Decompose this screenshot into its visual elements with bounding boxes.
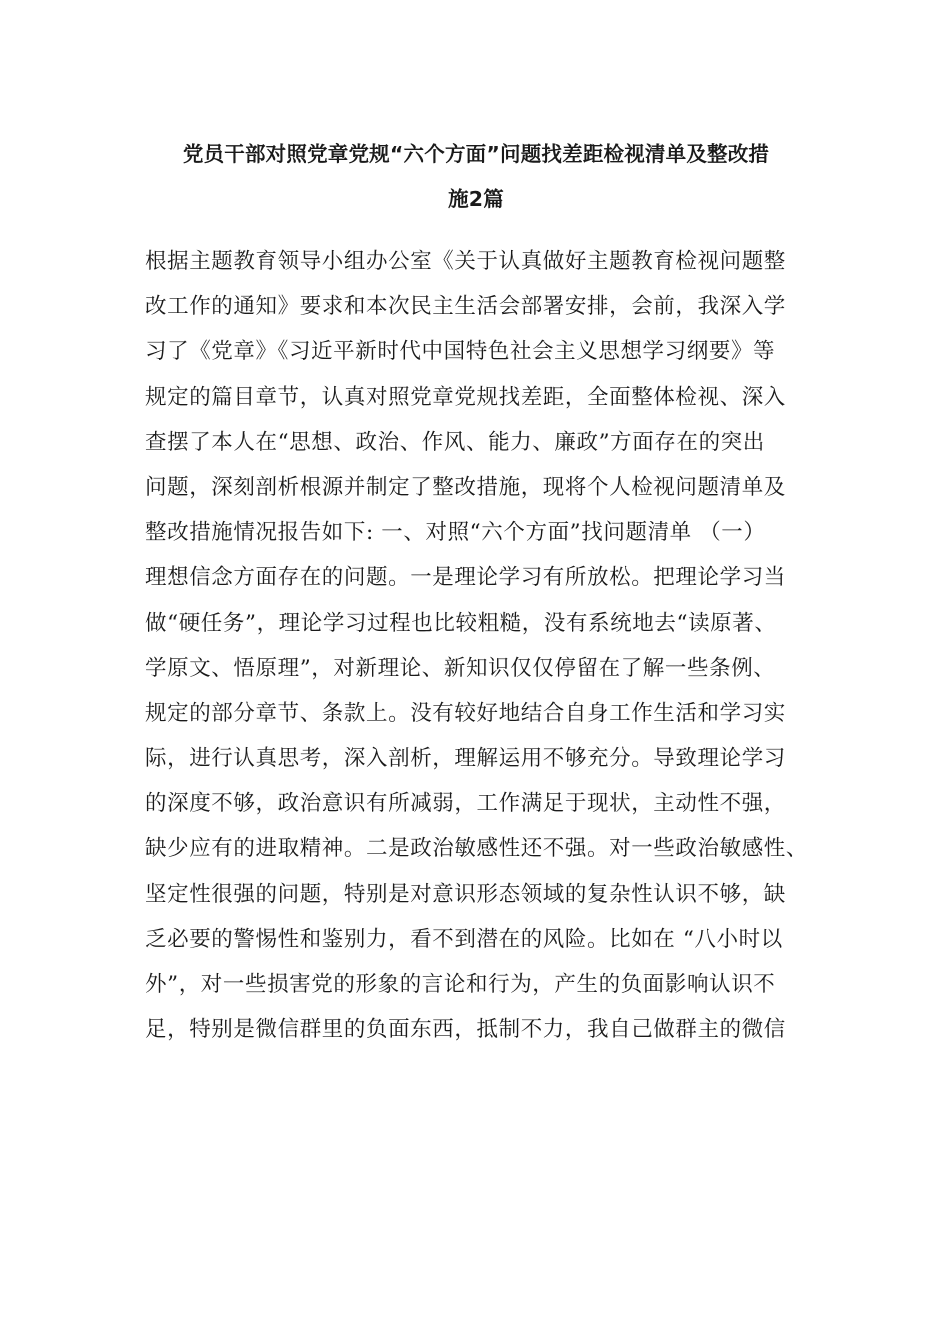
body-line: 规定的篇目章节，认真对照党章党规找差距，全面整体检视、深入 [145,384,786,410]
body-line: 理想信念方面存在的问题。一是理论学习有所放松。把理论学习当 [145,565,786,591]
body-line: 际，进行认真思考，深入剖析，理解运用不够充分。导致理论学习 [145,746,786,772]
document-title-line-2: 施2篇 [448,187,504,211]
body-line: 做“硬任务”，理论学习过程也比较粗糙，没有系统地去“读原著、 [145,610,777,636]
body-line: 坚定性很强的问题，特别是对意识形态领域的复杂性认识不够，缺 [145,881,786,907]
body-line: 查摆了本人在“思想、政治、作风、能力、廉政”方面存在的突出 [145,429,765,455]
body-line: 乏必要的警惕性和鉴别力，看不到潜在的风险。比如在 “八小时以 [145,926,783,952]
body-line: 足，特别是微信群里的负面东西，抵制不力，我自己做群主的微信 [145,1017,786,1043]
body-line: 缺少应有的进取精神。二是政治敏感性还不强。对一些政治敏感性、 [145,836,809,862]
body-line: 的深度不够，政治意识有所减弱，工作满足于现状，主动性不强， [145,791,786,817]
body-line: 习了《党章》《习近平新时代中国特色社会主义思想学习纲要》等 [145,339,776,365]
body-line: 根据主题教育领导小组办公室《关于认真做好主题教育检视问题整 [145,249,786,274]
body-line: 学原文、悟原理”，对新理论、新知识仅仅停留在了解一些条例、 [145,655,776,681]
body-line: 整改措施情况报告如下: 一、对照“六个方面”找问题清单 （一） [145,520,766,546]
body-line: 外”，对一些损害党的形象的言论和行为，产生的负面影响认识不 [145,972,776,997]
document-body [145,247,815,1060]
body-line: 改工作的通知》要求和本次民主生活会部署安排，会前，我深入学 [145,294,786,320]
document-title-line-1: 党员干部对照党章党规“六个方面”问题找差距检视清单及整改措 [182,142,770,166]
body-line: 规定的部分章节、条款上。没有较好地结合自身工作生活和学习实 [145,700,786,726]
body-line: 问题，深刻剖析根源并制定了整改措施，现将个人检视问题清单及 [145,474,786,500]
